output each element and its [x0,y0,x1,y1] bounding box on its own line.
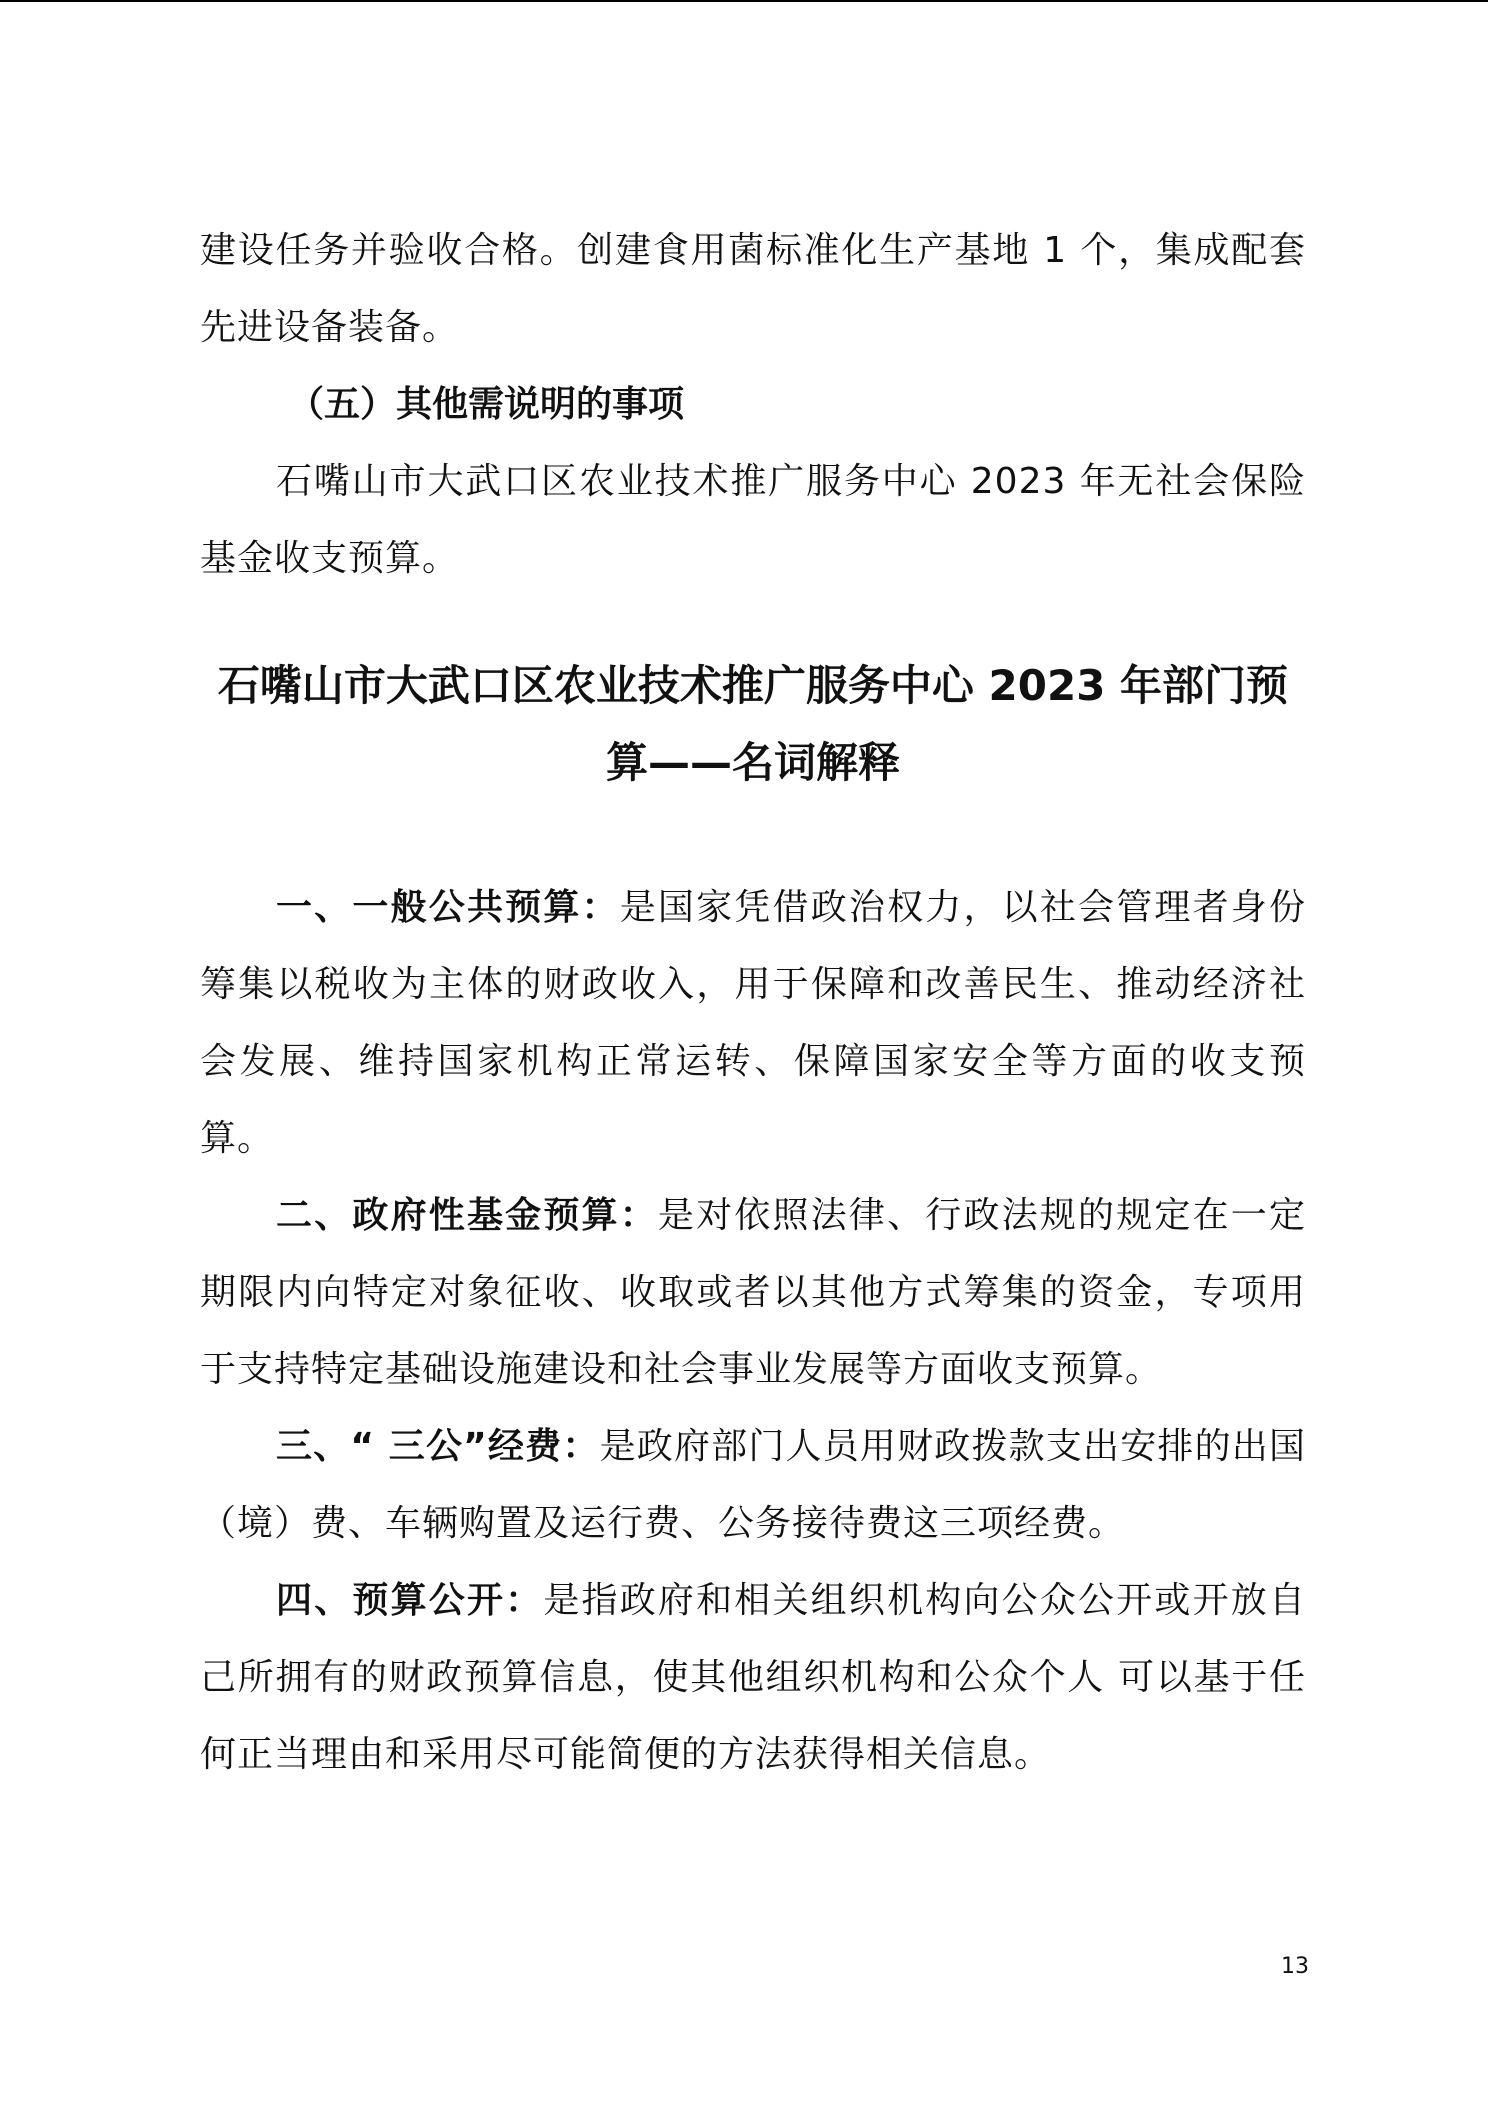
definition-text: 是国家凭借政治权力，以社会管理者身份筹集以税收为主体的财政收入，用于保障和改善民生、推动经济社会发展、维持国家机构正常运转、保障国家安全等方面的收支预算。 [200,887,1306,1159]
top-border-line [0,0,1488,2]
definition-term: 二、政府性基金预算： [276,1195,658,1236]
definition-term: 四、预算公开： [276,1580,544,1621]
definition-three-public-expenses [200,1408,1306,1562]
social-insurance-paragraph: 石嘴山市大武口区农业技术推广服务中心 2023 年无社会保险基金收支预算。 [200,461,1306,579]
definition-text: 是指政府和相关组织机构向公众公开或开放自己所拥有的财政预算信息，使其他组织机构和公众个人 可以基于任何正当理由和采用尽可能简便的方法获得相关信息。 [200,1580,1306,1775]
definition-text: 是政府部门人员用财政拨款支出安排的出国（境）费、车辆购置及运行费、公务接待费这三项经费。 [200,1426,1306,1544]
definition-government-fund-budget [200,1177,1306,1408]
definition-term: 三、“ 三公”经费： [276,1426,600,1467]
glossary-title: 石嘴山市大武口区农业技术推广服务中心 2023 年部门预算——名词解释 [217,661,1289,787]
definition-general-budget [200,869,1306,1177]
document-page [200,212,1306,1793]
definition-term: 一、一般公共预算： [276,887,620,928]
page-number: 13 [1281,1954,1309,1979]
continuation-paragraph: 建设任务并验收合格。创建食用菌标准化生产基地 1 个，集成配套先进设备装备。 [200,230,1306,348]
section-subheading: （五）其他需说明的事项 [288,384,685,425]
definition-text: 是对依照法律、行政法规的规定在一定期限内向特定对象征收、收取或者以其他方式筹集的资金，专项用于支持特定基础设施建设和社会事业发展等方面收支预算。 [200,1195,1306,1390]
definition-budget-disclosure [200,1562,1306,1793]
